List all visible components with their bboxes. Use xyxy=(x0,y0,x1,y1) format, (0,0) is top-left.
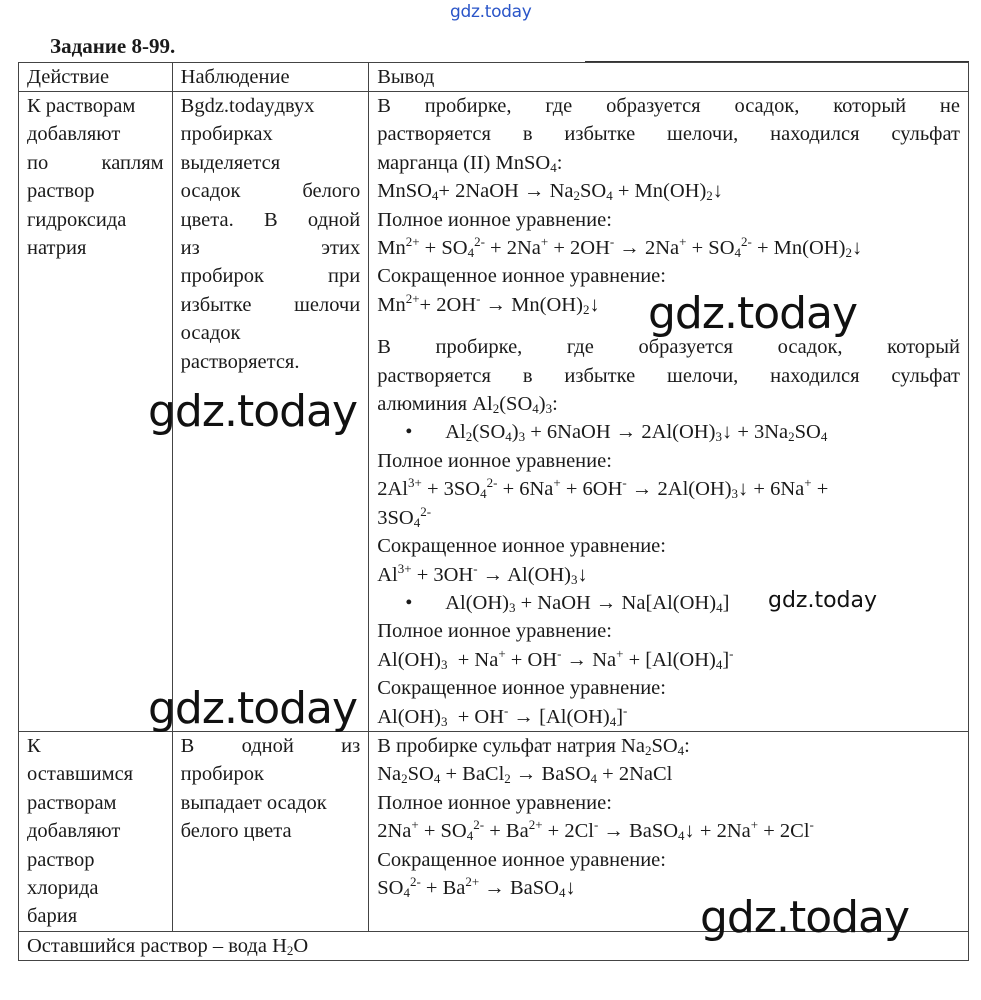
row1-conclusion: В пробирке, где образуется осадок, который не растворяется в избытке шелочи, находился сульфат марганца (II) MnSO$_4$: MnSO$_4$+ 2NaOH → $Na_2SO_4$ + $Mn(OH)_2↓$ Полное ионное уравнение: $Mn^{2+} + SO_4^{2-} + 2Na^+ + 2OH^- \to 2Na^+ + SO_4^{2-}$ + $Mn(OH)_2↓$ Сокращенное ионное уравнение: $Mn^{2+}+ 2OH^-$ → $Mn(OH)_2↓$ В пробирке, где образуется осадок, который растворяется в избытке шелочи, находился сульфат алюминия $Al_2(SO_4)_3$: • $Al_2(SO_4)_3$ + 6NaOH → $2Al(OH)_3↓ + 3Na_2SO_4$ Полное ионное уравнение: $2Al^{3+} + 3SO_4^{2-} + 6Na^+ + 6OH^-$ → $2Al(OH)_3↓ + 6Na^+$ + $3SO_4^{2-}$ Сокращенное ионное уравнение: $Al^{3+} + 3OH^-$ → $Al(OH)_3↓$ • $Al(OH)_3$ + NaOH → $Na[Al(OH)_4]$ Полное ионное уравнение: $Al(OH)_3 + Na^+ + OH^- \to Na^+ + [Al(OH)_4]^-$ Сокращенное ионное уравнение: $Al(OH)_3 + OH^- \to [Al(OH)_4]^-$ xyxy=(369,92,969,732)
equation-mn-full-ionic: $Mn^{2+} + SO_4^{2-} + 2Na^+ + 2OH^- \to 2Na^+ + SO_4^{2-}$ + $Mn(OH)_2↓$ xyxy=(377,234,863,261)
header-conclusion: Вывод xyxy=(369,63,969,92)
header-row xyxy=(19,63,969,92)
equation-mn-short-ionic: $Mn^{2+}+ 2OH^-$ → $Mn(OH)_2↓$ xyxy=(377,290,600,317)
watermark-text: gdz.today xyxy=(148,683,358,734)
task-title: Задание 8-99. xyxy=(50,34,176,58)
header-observation: Наблюдение xyxy=(172,63,369,92)
row2-action: К оставшимся растворам добавляют раствор хлорида бария xyxy=(19,731,173,931)
watermark-text: gdz.today xyxy=(148,386,358,437)
equation-aloh-short-ionic: $Al(OH)_3 + OH^- \to [Al(OH)_4]^-$ xyxy=(377,702,628,729)
watermark-text: gdz.today xyxy=(648,288,858,339)
equation-al-molecular: • $Al_2(SO_4)_3$ + 6NaOH → $2Al(OH)_3↓ + 3Na_2SO_4$ xyxy=(377,418,960,446)
equation-mn-molecular: MnSO$_4$+ 2NaOH → $Na_2SO_4$ + $Mn(OH)_2↓$ xyxy=(377,180,724,204)
equation-aloh-full-ionic: $Al(OH)_3 + Na^+ + OH^- \to Na^+ + [Al(OH)_4]^-$ xyxy=(377,645,734,672)
watermark-text: gdz.today xyxy=(700,892,910,943)
equation-al-full-ionic-cont: $3SO_4^{2-}$ xyxy=(377,503,432,530)
equation-al-full-ionic: $2Al^{3+} + 3SO_4^{2-} + 6Na^+ + 6OH^-$ → $2Al(OH)_3↓ + 6Na^+$ + xyxy=(377,475,829,502)
header-action: Действие xyxy=(19,63,173,92)
row1-observation: Вgdz.todayдвух пробирках выделяется осадок белого цвета. В одной из этих пробирок при избытке шелочи осадок растворяется. xyxy=(172,92,369,732)
mn-intro-line: марганца (II) MnSO$_4$: xyxy=(377,151,563,175)
row2-observation: В одной из пробирок выпадает осадок белого цвета xyxy=(172,731,369,931)
equation-aloh-molecular: • $Al(OH)_3$ + NaOH → $Na[Al(OH)_4]$ xyxy=(377,589,960,617)
row2-conclusion: В пробирке сульфат натрия $Na_2SO_4$: $Na_2SO_4$ + BaCl$_2$ → BaSO$_4$ + 2NaCl Полное ионное уравнение: $2Na^+ + SO_4^{2-} + Ba^{2+} + 2Cl^-$ → BaSO$_4$↓ + 2Na+ + 2Cl- Сокращенное ионное уравнение: $SO_4^{2-} + Ba^{2+}$ → BaSO$_4$↓ xyxy=(369,731,969,931)
row2-intro-line: В пробирке сульфат натрия $Na_2SO_4$: xyxy=(377,734,690,758)
watermark-text: gdz.today xyxy=(768,588,878,613)
equation-ba-molecular: $Na_2SO_4$ + BaCl$_2$ → BaSO$_4$ + 2NaCl xyxy=(377,763,673,787)
equation-ba-full-ionic: $2Na^+ + SO_4^{2-} + Ba^{2+} + 2Cl^-$ → BaSO$_4$↓ + 2Na+ + 2Cl- xyxy=(377,817,814,844)
watermark-top: gdz.today xyxy=(450,2,532,22)
al-intro-line: алюминия $Al_2(SO_4)_3$: xyxy=(377,393,558,417)
equation-ba-short-ionic: $SO_4^{2-} + Ba^{2+}$ → BaSO$_4$↓ xyxy=(377,873,576,900)
reaction-table xyxy=(18,62,969,961)
row1-action: К растворам добавляют по каплям раствор гидроксида натрия xyxy=(19,92,173,732)
equation-al-short-ionic: $Al^{3+} + 3OH^-$ → $Al(OH)_3↓$ xyxy=(377,560,588,587)
footer-cell: Оставшийся раствор – вода $H_2O$ xyxy=(19,931,969,960)
